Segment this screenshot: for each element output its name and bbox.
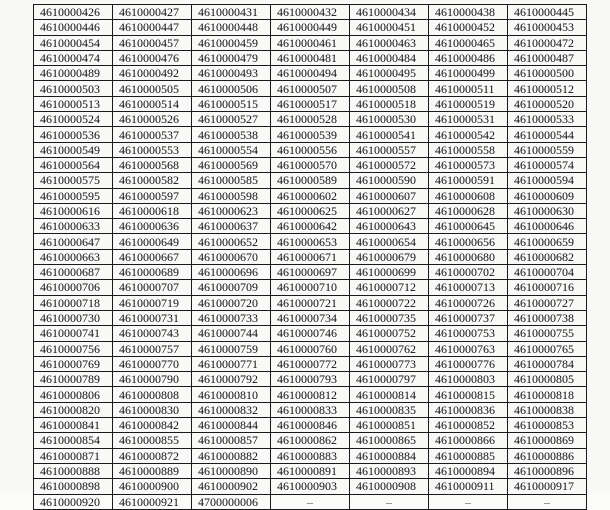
table-cell: 4610000594 <box>508 173 587 188</box>
table-cell: 4610000830 <box>113 402 192 417</box>
table-cell: 4610000730 <box>34 310 113 325</box>
table-cell: 4610000659 <box>508 234 587 249</box>
table-cell: 4610000713 <box>429 280 508 295</box>
table-cell: 4610000514 <box>113 96 192 111</box>
table-cell: 4610000595 <box>34 188 113 203</box>
table-cell: 4610000755 <box>508 326 587 341</box>
table-cell: 4610000432 <box>271 5 350 20</box>
table-cell: 4610000481 <box>271 50 350 65</box>
table-cell: 4610000852 <box>429 418 508 433</box>
table-cell: 4610000654 <box>350 234 429 249</box>
table-cell: 4610000570 <box>271 157 350 172</box>
table-row <box>34 66 587 81</box>
table-row <box>34 372 587 387</box>
table-cell: 4610000445 <box>508 5 587 20</box>
table-row <box>34 50 587 65</box>
table-cell: 4610000625 <box>271 203 350 218</box>
table-cell: 4610000820 <box>34 402 113 417</box>
table-cell: 4610000492 <box>113 66 192 81</box>
table-cell: 4610000656 <box>429 234 508 249</box>
table-cell: 4610000760 <box>271 341 350 356</box>
table-cell: 4610000520 <box>508 96 587 111</box>
table-cell: 4610000538 <box>192 127 271 142</box>
table-cell: 4610000616 <box>34 203 113 218</box>
table-cell: 4610000921 <box>113 494 192 509</box>
table-cell: 4610000872 <box>113 448 192 463</box>
table-cell: 4610000549 <box>34 142 113 157</box>
table-cell: 4610000704 <box>508 265 587 280</box>
table-cell: 4610000556 <box>271 142 350 157</box>
table-row <box>34 418 587 433</box>
table-cell: 4610000731 <box>113 310 192 325</box>
table-cell: 4610000633 <box>34 219 113 234</box>
table-cell: 4610000857 <box>192 433 271 448</box>
table-cell: 4610000590 <box>350 173 429 188</box>
table-cell: 4610000511 <box>429 81 508 96</box>
table-cell: 4610000866 <box>429 433 508 448</box>
table-cell: 4610000459 <box>192 35 271 50</box>
table-cell: 4610000911 <box>429 479 508 494</box>
table-cell: 4610000487 <box>508 50 587 65</box>
table-cell: 4610000908 <box>350 479 429 494</box>
table-cell: 4610000486 <box>429 50 508 65</box>
table-cell: 4610000762 <box>350 341 429 356</box>
table-cell: 4610000746 <box>271 326 350 341</box>
table-row <box>34 433 587 448</box>
table-cell: 4610000835 <box>350 402 429 417</box>
table-cell: 4610000718 <box>34 295 113 310</box>
table-cell: 4610000573 <box>429 157 508 172</box>
table-cell: 4610000735 <box>350 310 429 325</box>
table-cell: 4610000518 <box>350 96 429 111</box>
table-row <box>34 234 587 249</box>
table-row <box>34 157 587 172</box>
table-cell: – <box>271 494 350 509</box>
table-cell: 4610000890 <box>192 463 271 478</box>
table-cell: 4610000474 <box>34 50 113 65</box>
table-row <box>34 127 587 142</box>
table-cell: 4610000671 <box>271 249 350 264</box>
table-cell: – <box>508 494 587 509</box>
table-cell: 4610000526 <box>113 112 192 127</box>
table-cell: 4610000853 <box>508 418 587 433</box>
table-cell: 4610000741 <box>34 326 113 341</box>
table-cell: – <box>350 494 429 509</box>
table-cell: 4610000689 <box>113 265 192 280</box>
table-cell: 4610000706 <box>34 280 113 295</box>
table-cell: 4610000493 <box>192 66 271 81</box>
table-cell: 4610000806 <box>34 387 113 402</box>
table-cell: 4610000667 <box>113 249 192 264</box>
table-row <box>34 203 587 218</box>
table-cell: 4610000832 <box>192 402 271 417</box>
table-cell: 4610000765 <box>508 341 587 356</box>
table-cell: 4610000889 <box>113 463 192 478</box>
table-cell: 4610000709 <box>192 280 271 295</box>
table-cell: 4610000920 <box>34 494 113 509</box>
table-cell: 4610000743 <box>113 326 192 341</box>
table-cell: 4610000515 <box>192 96 271 111</box>
table-cell: 4610000472 <box>508 35 587 50</box>
table-cell: 4610000609 <box>508 188 587 203</box>
table-cell: 4610000894 <box>429 463 508 478</box>
table-cell: 4610000855 <box>113 433 192 448</box>
table-cell: 4610000554 <box>192 142 271 157</box>
table-cell: 4610000542 <box>429 127 508 142</box>
table-cell: 4610000558 <box>429 142 508 157</box>
table-cell: 4610000770 <box>113 356 192 371</box>
table-cell: 4610000447 <box>113 20 192 35</box>
table-cell: 4610000759 <box>192 341 271 356</box>
table-cell: 4610000719 <box>113 295 192 310</box>
table-cell: 4610000452 <box>429 20 508 35</box>
table-cell: 4610000886 <box>508 448 587 463</box>
table-row <box>34 402 587 417</box>
table-cell: 4610000527 <box>192 112 271 127</box>
table-cell: 4610000841 <box>34 418 113 433</box>
table-cell: 4610000585 <box>192 173 271 188</box>
table-row <box>34 341 587 356</box>
table-cell: 4610000519 <box>429 96 508 111</box>
table-cell: 4610000884 <box>350 448 429 463</box>
table-cell: 4610000479 <box>192 50 271 65</box>
table-cell: 4610000589 <box>271 173 350 188</box>
table-cell: 4610000536 <box>34 127 113 142</box>
table-cell: 4610000752 <box>350 326 429 341</box>
table-cell: 4610000564 <box>34 157 113 172</box>
table-row <box>34 81 587 96</box>
table-row <box>34 173 587 188</box>
table-cell: 4610000769 <box>34 356 113 371</box>
table-cell: 4610000917 <box>508 479 587 494</box>
table-cell: 4610000446 <box>34 20 113 35</box>
table-cell: 4610000696 <box>192 265 271 280</box>
table-cell: 4610000524 <box>34 112 113 127</box>
table-row <box>34 249 587 264</box>
table-cell: 4610000687 <box>34 265 113 280</box>
table-cell: 4610000628 <box>429 203 508 218</box>
table-cell: 4610000805 <box>508 372 587 387</box>
table-row <box>34 20 587 35</box>
table-cell: 4610000508 <box>350 81 429 96</box>
table-cell: 4610000793 <box>271 372 350 387</box>
table-cell: 4610000528 <box>271 112 350 127</box>
table-cell: 4610000465 <box>429 35 508 50</box>
table-cell: 4610000463 <box>350 35 429 50</box>
table-cell: 4610000434 <box>350 5 429 20</box>
table-row <box>34 448 587 463</box>
table-cell: 4610000645 <box>429 219 508 234</box>
table-cell: 4610000862 <box>271 433 350 448</box>
table-cell: 4610000888 <box>34 463 113 478</box>
table-cell: 4610000572 <box>350 157 429 172</box>
table-cell: 4610000716 <box>508 280 587 295</box>
table-cell: 4610000792 <box>192 372 271 387</box>
table-cell: 4610000710 <box>271 280 350 295</box>
table-cell: 4610000727 <box>508 295 587 310</box>
table-cell: 4610000608 <box>429 188 508 203</box>
table-cell: 4610000808 <box>113 387 192 402</box>
table-cell: 4610000453 <box>508 20 587 35</box>
table-cell: 4610000869 <box>508 433 587 448</box>
table-cell: 4610000637 <box>192 219 271 234</box>
table-cell: 4610000771 <box>192 356 271 371</box>
table-cell: 4610000495 <box>350 66 429 81</box>
table-cell: 4610000513 <box>34 96 113 111</box>
table-cell: 4610000541 <box>350 127 429 142</box>
number-table <box>33 4 587 510</box>
table-cell: 4610000712 <box>350 280 429 295</box>
table-cell: 4610000733 <box>192 310 271 325</box>
table-cell: 4610000842 <box>113 418 192 433</box>
table-cell: 4610000476 <box>113 50 192 65</box>
table-cell: 4610000707 <box>113 280 192 295</box>
table-cell: 4610000499 <box>429 66 508 81</box>
table-cell: 4610000784 <box>508 356 587 371</box>
table-cell: 4610000720 <box>192 295 271 310</box>
table-row <box>34 188 587 203</box>
table-cell: 4610000461 <box>271 35 350 50</box>
table-cell: 4610000757 <box>113 341 192 356</box>
table-cell: 4610000652 <box>192 234 271 249</box>
table-cell: 4610000721 <box>271 295 350 310</box>
table-row <box>34 5 587 20</box>
table-cell: 4610000722 <box>350 295 429 310</box>
table-cell: 4610000630 <box>508 203 587 218</box>
table-cell: 4610000846 <box>271 418 350 433</box>
table-cell: 4610000891 <box>271 463 350 478</box>
table-cell: 4610000854 <box>34 433 113 448</box>
table-cell: 4610000627 <box>350 203 429 218</box>
table-cell: 4610000517 <box>271 96 350 111</box>
table-cell: 4610000772 <box>271 356 350 371</box>
table-cell: 4610000454 <box>34 35 113 50</box>
table-cell: 4610000836 <box>429 402 508 417</box>
table-cell: 4610000636 <box>113 219 192 234</box>
table-row <box>34 112 587 127</box>
table-cell: 4610000426 <box>34 5 113 20</box>
table-cell: 4610000833 <box>271 402 350 417</box>
table-cell: 4610000814 <box>350 387 429 402</box>
table-cell: 4610000838 <box>508 402 587 417</box>
table-cell: 4610000898 <box>34 479 113 494</box>
table-cell: 4610000896 <box>508 463 587 478</box>
table-cell: 4610000537 <box>113 127 192 142</box>
table-row <box>34 494 587 509</box>
table-cell: 4610000559 <box>508 142 587 157</box>
table-cell: 4610000618 <box>113 203 192 218</box>
table-row <box>34 265 587 280</box>
table-row <box>34 96 587 111</box>
table-cell: 4610000699 <box>350 265 429 280</box>
table-cell: 4610000506 <box>192 81 271 96</box>
table-cell: 4610000505 <box>113 81 192 96</box>
table-cell: – <box>429 494 508 509</box>
table-cell: 4610000744 <box>192 326 271 341</box>
table-cell: 4610000885 <box>429 448 508 463</box>
table-cell: 4610000893 <box>350 463 429 478</box>
table-cell: 4610000531 <box>429 112 508 127</box>
table-cell: 4610000557 <box>350 142 429 157</box>
table-cell: 4610000680 <box>429 249 508 264</box>
table-row <box>34 387 587 402</box>
table-cell: 4610000803 <box>429 372 508 387</box>
table-cell: 4610000702 <box>429 265 508 280</box>
table-cell: 4610000623 <box>192 203 271 218</box>
table-cell: 4610000500 <box>508 66 587 81</box>
table-cell: 4610000773 <box>350 356 429 371</box>
table-cell: 4610000568 <box>113 157 192 172</box>
table-cell: 4610000670 <box>192 249 271 264</box>
table-cell: 4610000810 <box>192 387 271 402</box>
table-cell: 4610000530 <box>350 112 429 127</box>
table-cell: 4610000737 <box>429 310 508 325</box>
table-cell: 4610000753 <box>429 326 508 341</box>
table-cell: 4610000575 <box>34 173 113 188</box>
table-cell: 4700000006 <box>192 494 271 509</box>
table-cell: 4610000427 <box>113 5 192 20</box>
table-cell: 4610000653 <box>271 234 350 249</box>
table-cell: 4610000679 <box>350 249 429 264</box>
table-cell: 4610000607 <box>350 188 429 203</box>
table-cell: 4610000448 <box>192 20 271 35</box>
table-cell: 4610000569 <box>192 157 271 172</box>
table-cell: 4610000582 <box>113 173 192 188</box>
table-cell: 4610000642 <box>271 219 350 234</box>
table-cell: 4610000457 <box>113 35 192 50</box>
table-cell: 4610000776 <box>429 356 508 371</box>
table-cell: 4610000865 <box>350 433 429 448</box>
table-row <box>34 479 587 494</box>
table-cell: 4610000738 <box>508 310 587 325</box>
table-cell: 4610000438 <box>429 5 508 20</box>
table-cell: 4610000507 <box>271 81 350 96</box>
table-cell: 4610000431 <box>192 5 271 20</box>
table-cell: 4610000451 <box>350 20 429 35</box>
table-row <box>34 310 587 325</box>
table-cell: 4610000851 <box>350 418 429 433</box>
table-cell: 4610000597 <box>113 188 192 203</box>
table-row <box>34 35 587 50</box>
table-cell: 4610000489 <box>34 66 113 81</box>
table-cell: 4610000697 <box>271 265 350 280</box>
number-table-body <box>34 5 587 510</box>
table-row <box>34 356 587 371</box>
table-cell: 4610000734 <box>271 310 350 325</box>
table-cell: 4610000512 <box>508 81 587 96</box>
table-row <box>34 142 587 157</box>
table-cell: 4610000812 <box>271 387 350 402</box>
table-cell: 4610000533 <box>508 112 587 127</box>
table-cell: 4610000553 <box>113 142 192 157</box>
table-cell: 4610000871 <box>34 448 113 463</box>
table-cell: 4610000903 <box>271 479 350 494</box>
table-cell: 4610000902 <box>192 479 271 494</box>
table-row <box>34 219 587 234</box>
table-cell: 4610000602 <box>271 188 350 203</box>
table-cell: 4610000449 <box>271 20 350 35</box>
table-cell: 4610000726 <box>429 295 508 310</box>
table-row <box>34 463 587 478</box>
table-cell: 4610000797 <box>350 372 429 387</box>
table-cell: 4610000844 <box>192 418 271 433</box>
table-cell: 4610000815 <box>429 387 508 402</box>
table-row <box>34 295 587 310</box>
table-cell: 4610000544 <box>508 127 587 142</box>
table-row <box>34 280 587 295</box>
table-cell: 4610000663 <box>34 249 113 264</box>
table-cell: 4610000503 <box>34 81 113 96</box>
table-cell: 4610000882 <box>192 448 271 463</box>
table-cell: 4610000574 <box>508 157 587 172</box>
table-cell: 4610000883 <box>271 448 350 463</box>
table-cell: 4610000484 <box>350 50 429 65</box>
table-cell: 4610000494 <box>271 66 350 81</box>
table-cell: 4610000649 <box>113 234 192 249</box>
table-cell: 4610000900 <box>113 479 192 494</box>
table-cell: 4610000789 <box>34 372 113 387</box>
table-row <box>34 326 587 341</box>
table-cell: 4610000598 <box>192 188 271 203</box>
table-cell: 4610000818 <box>508 387 587 402</box>
table-cell: 4610000643 <box>350 219 429 234</box>
table-cell: 4610000763 <box>429 341 508 356</box>
table-cell: 4610000756 <box>34 341 113 356</box>
table-cell: 4610000682 <box>508 249 587 264</box>
table-cell: 4610000591 <box>429 173 508 188</box>
table-cell: 4610000790 <box>113 372 192 387</box>
table-cell: 4610000646 <box>508 219 587 234</box>
table-cell: 4610000647 <box>34 234 113 249</box>
table-cell: 4610000539 <box>271 127 350 142</box>
